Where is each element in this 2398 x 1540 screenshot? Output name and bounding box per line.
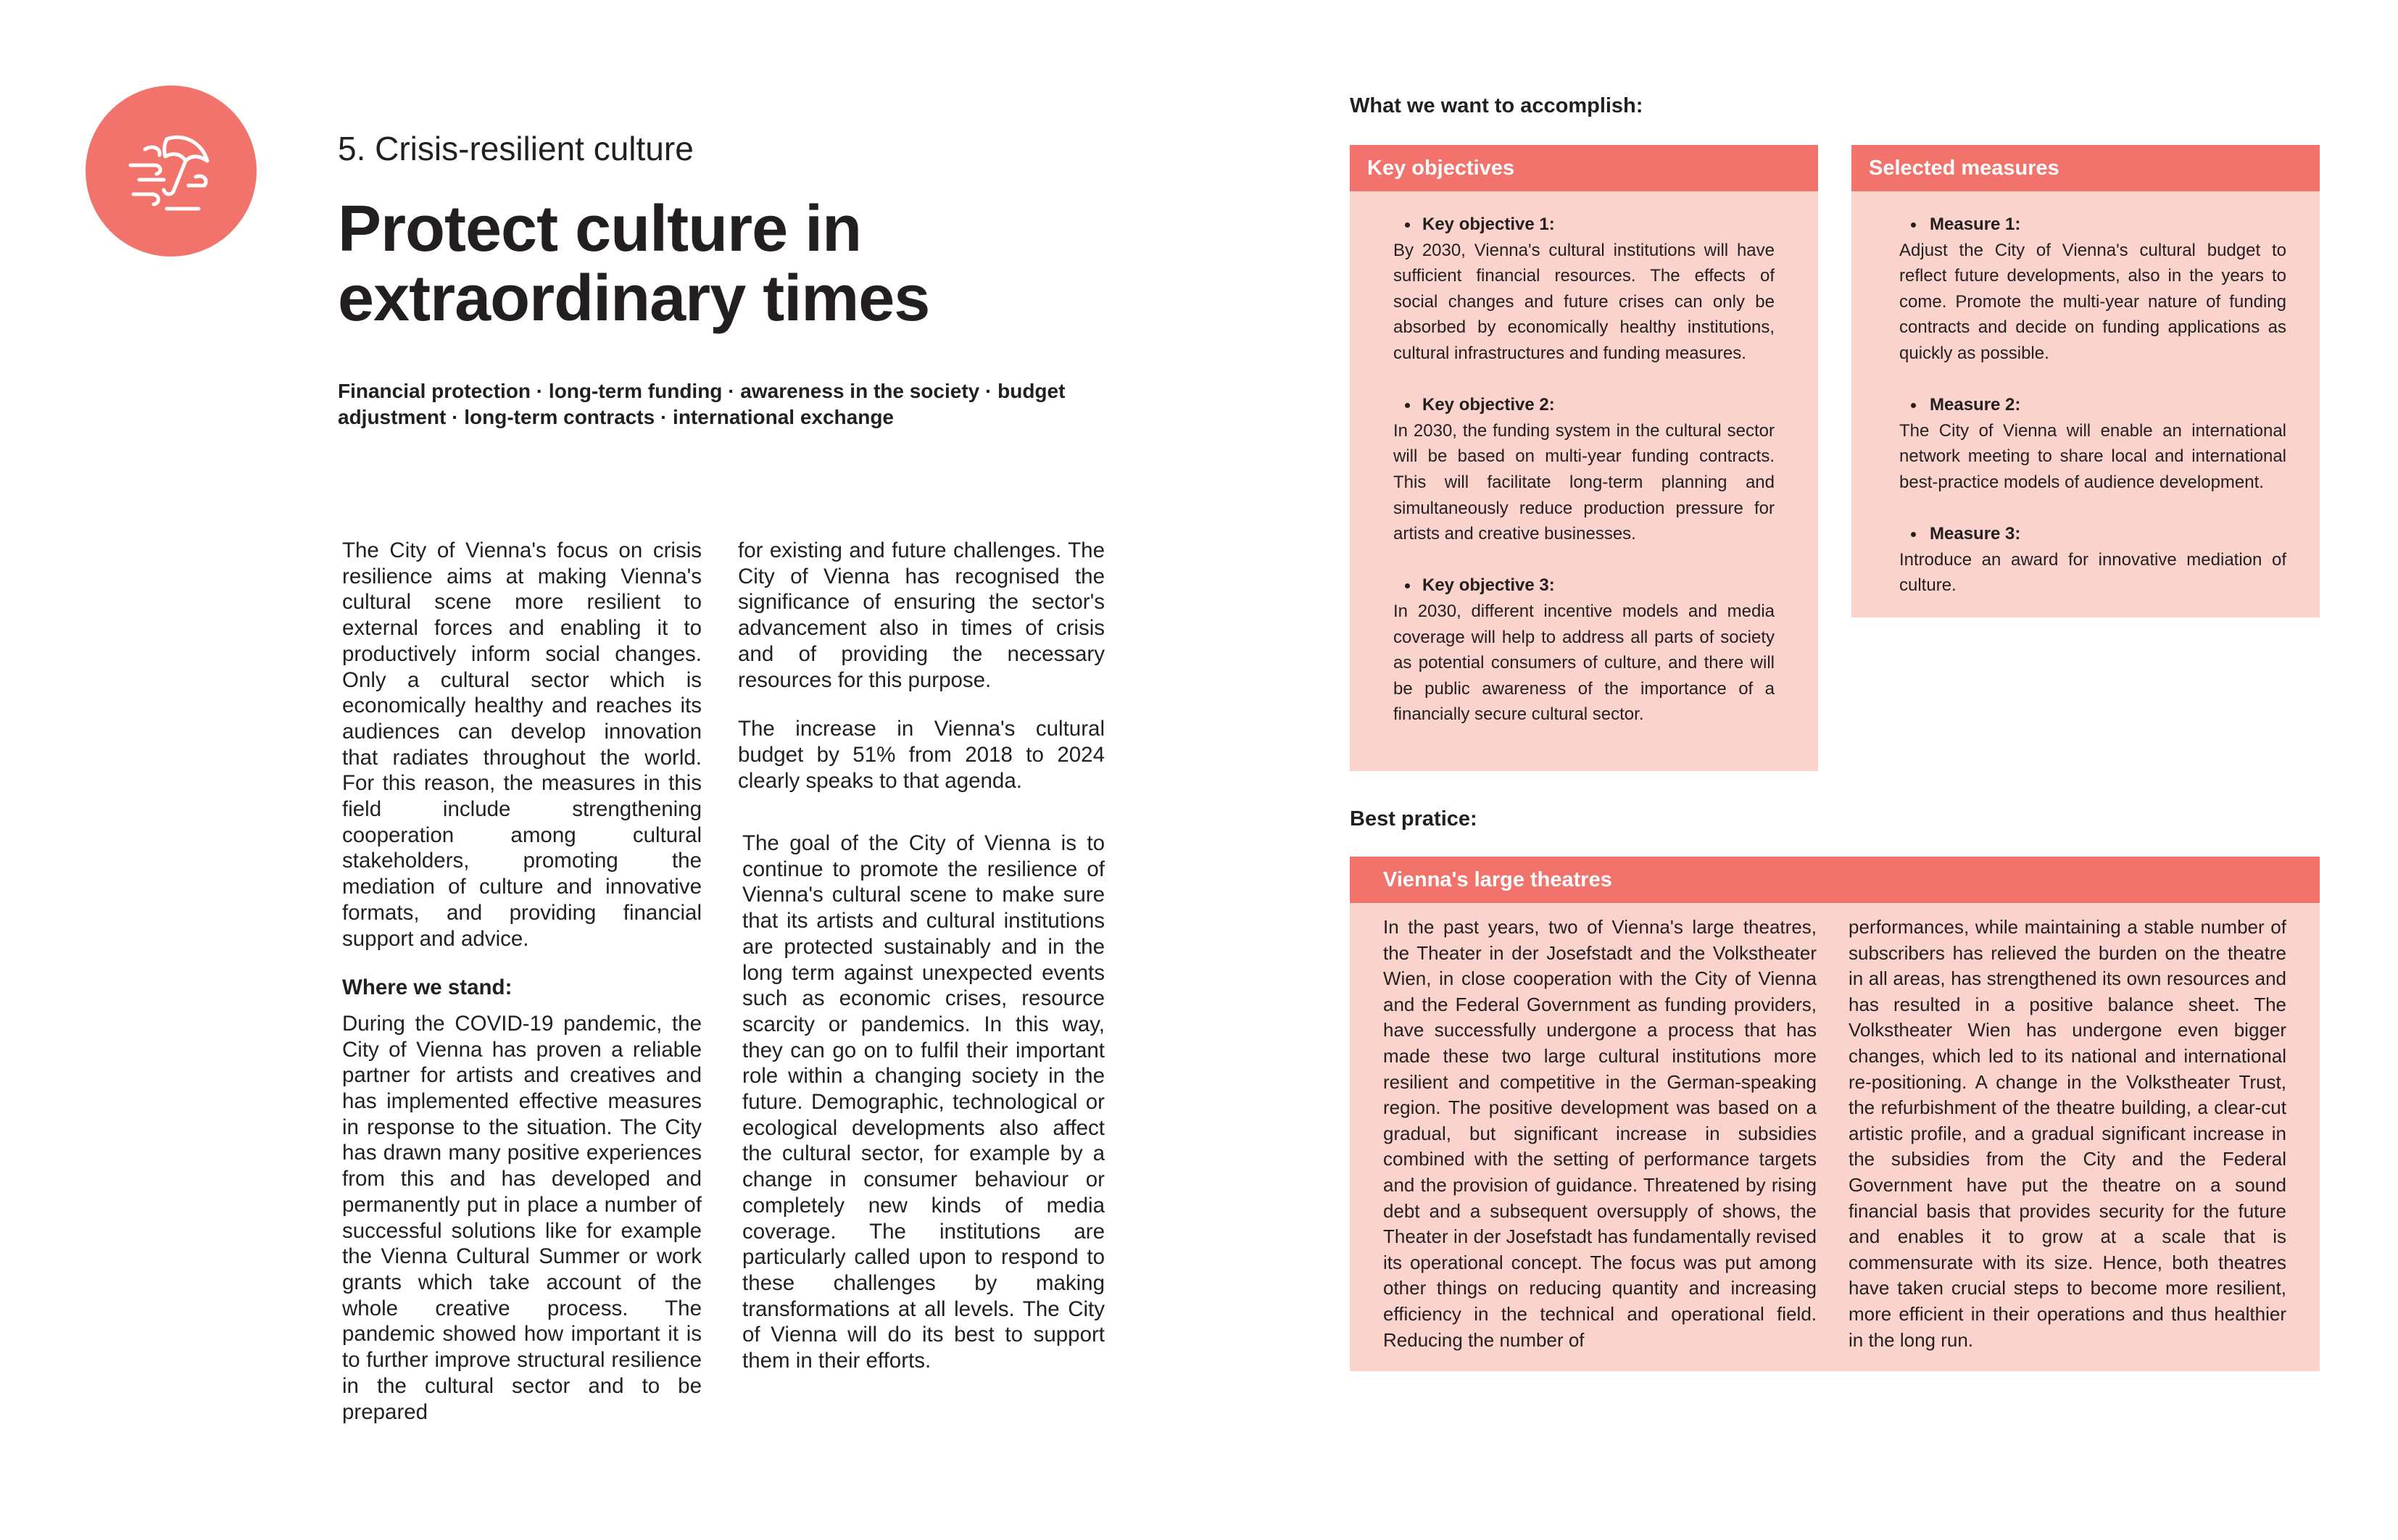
where-we-stand-paragraph: During the COVID-19 pandemic, the City of Vienna has proven a reliable partner for artists and creatives and has implemented effective measures in response to the situation. The City has drawn many positive experiences from this and has developed and permanently put in place a number of successful solutions like for example the Vienna Cultural Summer or work grants which take account of the whole creative process. The pandemic showed how important it is to further improve structural resilience in the cultural sector and to be prepared — [342, 1011, 702, 1424]
key-objective-text: By 2030, Vienna's cultural institutions will have sufficient financial resources. The effects of social changes and future crises can only be absorbed by economically healthy institutions, cultural infrastructures and funding measures. — [1393, 240, 1775, 363]
keyword-tags — [338, 378, 1099, 430]
key-objective-title: Key objective 3: — [1393, 573, 1775, 599]
body-column-2-goal — [742, 831, 1105, 1374]
best-practice-heading: Best pratice: — [1350, 807, 1477, 831]
best-practice-column-2: performances, while maintaining a stable number of subscribers has relieved the burden on the theatre in all areas, has strengthened its own resources and has resulted in a positive balance sheet. The Volkstheater Wien has undergone even bigger changes, which led to its national and international re-positioning. A change in the Volkstheater Trust, the refurbishment of the theatre building, a clear-cut artistic profile, and a gradual significant increase in the subsidies from the City and the Federal Government have put the theatre on a sound financial basis that provides security for the future and enables it to grow at a scale that is commensurate with its size. Hence, both theatres have taken crucial steps to become more resilient, more efficient in their operations and thus healthier in the long run. — [1849, 916, 2286, 1351]
intro-paragraph: The City of Vienna's focus on crisis resilience aims at making Vienna's cultural scene more resilient to external forces and enabling it to productively inform social changes. Only a cultural sector which is economically healthy and reaches its audiences can develop innovation that radiates throughout the world. For this reason, the measures in this field include strengthening cooperation among cultural stakeholders, promoting the mediation of culture and innovative formats, and providing financial support and advice. — [342, 538, 702, 951]
chapter-icon-badge — [86, 86, 257, 257]
key-objective-text: In 2030, the funding system in the cultural sector will be based on multi-year funding contracts. This will facilitate long-term planning and simultaneously reduce production pressure for artists and creative businesses. — [1393, 420, 1775, 544]
keyword-tags-line-2: adjustment · long-term contracts · international exchange — [338, 406, 895, 428]
body-column-1 — [342, 538, 702, 1425]
key-objective-title: Key objective 1: — [1393, 212, 1775, 238]
key-objective-item — [1393, 212, 1775, 367]
keyword-tags-line-1: Financial protection · long-term funding · awareness in the society · budget — [338, 380, 1066, 402]
best-practice-header: Vienna's large theatres — [1350, 857, 2320, 903]
best-practice-column-1: In the past years, two of Vienna's large theatres, the Theater in der Josefstadt and the Volkstheater Wien, in close cooperation with the City of Vienna and the Federal Government as funding providers, have successfully undergone a process that has made these two large cultural institutions more resilient and competitive in the German-speaking region. The positive development was based on a gradual, but significant increase in subsidies combined with the setting of performance targets and the provision of guidance. Threatened by rising debt and a subsequent oversupply of shows, the Theater in der Josefstadt has fundamentally revised its operational concept. The focus was put among other things on reducing quantity and increasing efficiency in the technical and operational field. Reducing the number of — [1383, 916, 1817, 1351]
measure-text: Introduce an award for innovative mediation of culture. — [1899, 549, 2286, 596]
budget-paragraph: The increase in Vienna's cultural budget by 51% from 2018 to 2024 clearly speaks to that agenda. — [738, 717, 1105, 793]
goal-paragraph: The goal of the City of Vienna is to continue to promote the resilience of Vienna's cultural scene to make sure that its artists and cultural institutions are protected sustainably and in the long term against unexpected events such as economic crises, resource scarcity or pandemics. In this way, they can go on to fulfil their important role within a changing society in the future. Demographic, technological or ecological developments also affect the cultural sector, for example by a change in consumer behaviour or completely new kinds of media coverage. The institutions are particularly called upon to respond to these challenges by making transformations at all levels. The City of Vienna will do its best to support them in their efforts. — [742, 831, 1105, 1373]
chapter-label: 5. Crisis-resilient culture — [338, 130, 694, 167]
measure-text: Adjust the City of Vienna's cultural budget to reflect future developments, also in the years to come. Promote the multi-year nature of funding contracts and decide on funding applications as quickly as possible. — [1899, 240, 2286, 363]
measure-title: Measure 3: — [1899, 521, 2286, 547]
key-objective-item — [1393, 392, 1775, 547]
key-objective-text: In 2030, different incentive models and media coverage will help to address all parts of society as potential consumers of culture, and there will be public awareness of the importance of a financially secure cultural sector. — [1393, 601, 1775, 725]
accomplish-heading: What we want to accomplish: — [1350, 94, 1643, 117]
key-objectives-box — [1350, 145, 1818, 771]
best-practice-box — [1350, 857, 2320, 1371]
key-objective-item — [1393, 573, 1775, 728]
page-title — [338, 194, 1063, 333]
key-objectives-list — [1350, 191, 1818, 728]
selected-measures-list — [1851, 191, 2320, 599]
measure-title: Measure 2: — [1899, 392, 2286, 418]
key-objective-title: Key objective 2: — [1393, 392, 1775, 418]
measure-item — [1899, 212, 2286, 367]
measure-item — [1899, 392, 2286, 495]
page-title-line-1: Protect culture in — [338, 193, 862, 265]
challenges-paragraph: for existing and future challenges. The City of Vienna has recognised the significance of ensuring the sector's advancement also in times of crisis and of providing the necessary resources for this purpose. — [738, 538, 1105, 692]
measure-item — [1899, 521, 2286, 599]
measure-title: Measure 1: — [1899, 212, 2286, 238]
page-title-line-2: extraordinary times — [338, 262, 930, 335]
umbrella-wind-icon — [123, 123, 219, 219]
selected-measures-box — [1851, 145, 2320, 617]
selected-measures-header: Selected measures — [1851, 145, 2320, 191]
key-objectives-header: Key objectives — [1350, 145, 1818, 191]
where-we-stand-heading: Where we stand: — [342, 975, 513, 1000]
measure-text: The City of Vienna will enable an international network meeting to share local and international best-practice models of audience development. — [1899, 420, 2286, 492]
body-column-2 — [738, 538, 1105, 794]
